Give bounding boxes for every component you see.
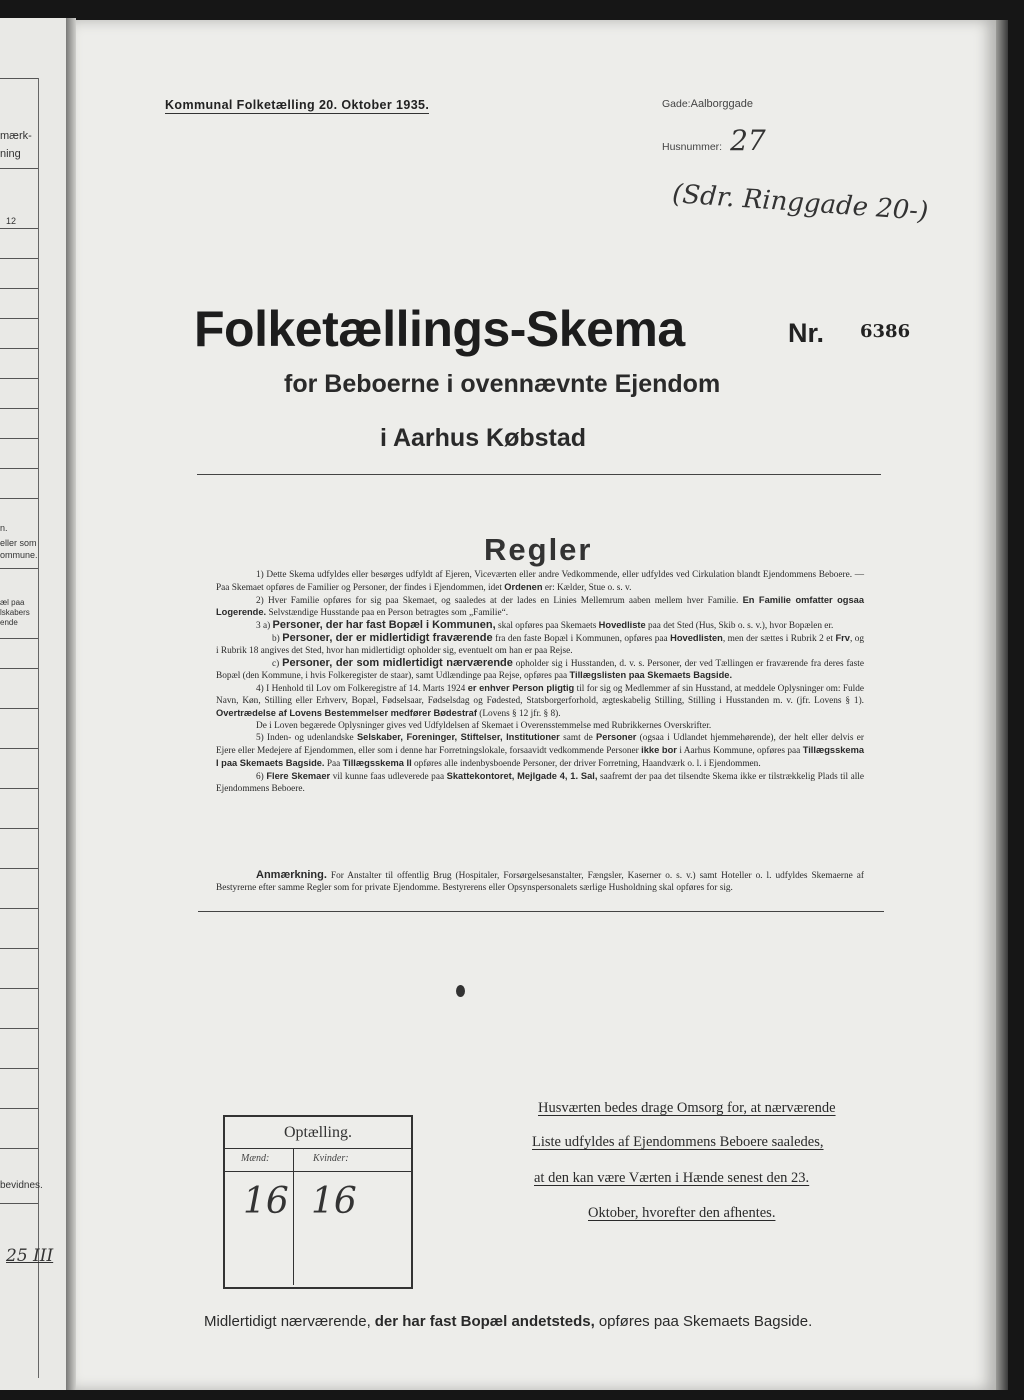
- form-number-value: 6386: [860, 321, 911, 342]
- left-page-fragment: n.: [0, 523, 8, 533]
- page-right-edge: [996, 20, 1008, 1390]
- women-count: 16: [311, 1181, 357, 1222]
- left-page-fragment: 12: [6, 216, 17, 226]
- form-subtitle-aarhus: i Aarhus Købstad: [380, 424, 587, 452]
- house-number-label: Husnummer:: [662, 141, 723, 153]
- left-page-line: [0, 498, 38, 499]
- women-label: Kvinder:: [313, 1153, 349, 1164]
- rule-3b: b) Personer, der er midlertidigt fraværende fra den faste Bopæl i Kommunen, opføres paa Hovedlisten, men der sættes i Rubrik 2 et Frv, og i Rubrik 18 angives det Sted, hvor han midlertidigt opholder sig, eventuelt om han er paa Rejse.: [216, 631, 865, 656]
- footer-part-2: der har fast Bopæl andetsteds,: [374, 1313, 595, 1330]
- left-page-line: [0, 168, 38, 169]
- left-page-handwriting: 25 III: [6, 1246, 54, 1266]
- census-heading: Kommunal Folketælling 20. Oktober 1935.: [165, 98, 430, 112]
- left-page-line: [0, 748, 38, 749]
- left-page-line: [0, 288, 38, 289]
- street-row: [662, 94, 753, 112]
- rule-6: 6) Flere Skemaer vil kunne faas udleverede paa Skattekontoret, Mejlgade 4, 1. Sal, saafremt der paa det tilsendte Skema ikke er tilstrækkelig Plads til alle Ejendommens Beboere.: [216, 770, 865, 794]
- left-page-line: [0, 1108, 38, 1109]
- street-label: Gade:: [662, 98, 691, 110]
- left-page-fragment: lskabers: [0, 608, 30, 617]
- form-title: Folketællings-Skema: [194, 301, 685, 357]
- left-page-line: [0, 318, 38, 319]
- left-page-line: [0, 708, 38, 709]
- rule-3a: 3 a) Personer, der har fast Bopæl i Kommunen, skal opføres paa Skemaets Hovedliste paa det Sted (Hus, Skib o. s. v.), hvor Bopælen er.: [256, 619, 834, 632]
- top-divider: [197, 474, 881, 475]
- left-page-line: [0, 1068, 38, 1069]
- landlord-notice-line-1: Husværten bedes drage Omsorg for, at nærværende: [538, 1100, 836, 1116]
- count-divider: [293, 1149, 294, 1285]
- left-page-line: [0, 258, 38, 259]
- left-page-fragment: ende: [0, 618, 18, 627]
- left-page-line: [0, 788, 38, 789]
- men-count: 16: [243, 1181, 289, 1222]
- house-number-value: 27: [730, 124, 766, 157]
- footer-note: [204, 1313, 812, 1331]
- left-page-line: [0, 438, 38, 439]
- landlord-notice-line-3: at den kan være Værten i Hænde senest den 23.: [534, 1170, 810, 1186]
- book-gutter: [66, 18, 76, 1390]
- rule-4-continued: De i Loven begærede Oplysninger gives ved Udfyldelsen af Skemaet i Overensstemmelse med Rubrikkernes Overskrifter.: [256, 720, 712, 731]
- footer-part-3: opføres paa Skemaets Bagside.: [598, 1313, 813, 1330]
- left-page-line: [0, 638, 38, 639]
- left-page-fragment: mærk-: [0, 130, 32, 142]
- men-label: Mænd:: [241, 1153, 270, 1164]
- rules-heading: Regler: [484, 532, 593, 567]
- left-page-line: [0, 1148, 38, 1149]
- left-page-line: [0, 1203, 38, 1204]
- ink-stain: [456, 985, 465, 997]
- house-number-row: [662, 124, 766, 157]
- left-page-fragment: eller som: [0, 538, 37, 548]
- footer-part-1: Midlertidigt nærværende,: [204, 1313, 371, 1330]
- annotation-text: For Anstalter til offentlig Brug (Hospitaler, Forsørgelsesanstalter, Fængsler, Kaserner o. s. v.) samt Hoteller o. l. udfyldes Skemaerne af Bestyrerne efter samme Regler som for private Ejendomme. Bestyrerens eller Opsynspersonalets særlige Husholdning skal opføres for sig.: [216, 871, 864, 893]
- rule-4: 4) I Henhold til Lov om Folkeregistre af 14. Marts 1924 er enhver Person pligtig til for sig og Medlemmer af sin Husstand, at meddele Oplysninger om: Fulde Navn, Køn, Stilling eller Erhverv, Bopæl, Fødselsaar, Fødselsdag og Fødested, Statsborgerforhold, ægteskabelig Stilling, Stilling i Husstanden m. v. (jfr. Lovens § 1). Overtrædelse af Lovens Bestemmelser medfører Bødestraf (Lovens § 12 jfr. § 8).: [216, 683, 864, 719]
- left-page-line: [0, 468, 38, 469]
- left-page-line: [0, 668, 38, 669]
- handwritten-address-note: (Sdr. Ringgade 20-): [671, 179, 930, 227]
- landlord-notice-line-4: Oktober, hvorefter den afhentes.: [588, 1205, 776, 1221]
- annotation-note: [216, 870, 864, 894]
- left-page-fragment: ommune.: [0, 550, 38, 560]
- left-page-line: [0, 948, 38, 949]
- rules-section: [216, 570, 864, 795]
- left-page-line: [0, 908, 38, 909]
- rule-3c: c) Personer, der som midlertidigt nærværende opholder sig i Husstanden, d. v. s. Personer, der ved Tællingen er fraværende fra deres faste Bopæl (den Kommune, i hvis Folkeregister de staar), samt Udlændinge paa Rejse, opføres paa Tillægslisten paa Skemaets Bagside.: [216, 656, 865, 682]
- left-page-margin: [0, 18, 67, 1390]
- left-page-fragment: bevidnes.: [0, 1180, 43, 1191]
- census-form-page: [76, 20, 996, 1390]
- count-title: Optælling.: [225, 1117, 411, 1149]
- left-page-fragment: ning: [0, 148, 21, 160]
- left-page-line: [0, 348, 38, 349]
- left-page-line: [0, 988, 38, 989]
- form-subtitle-beboere: for Beboerne i ovennævnte Ejendom: [284, 370, 721, 398]
- rule-2: 2) Hver Familie opføres for sig paa Skemaet, og saaledes at der lades en Linies Mellemrum aaben mellem hver Familie. En Familie omfatter ogsaa Logerende. Selvstændige Husstande paa en Person betragtes som „Familie“.: [216, 594, 864, 619]
- count-box: [223, 1115, 413, 1289]
- left-page-line: [0, 868, 38, 869]
- left-page-line: [0, 568, 38, 569]
- left-page-line: [0, 78, 38, 79]
- left-page-line: [0, 1028, 38, 1029]
- left-page-line: [0, 378, 38, 379]
- left-page-fragment: æl paa: [0, 598, 25, 607]
- left-page-line: [0, 828, 38, 829]
- rule-5: 5) Inden- og udenlandske Selskaber, Foreninger, Stiftelser, Institutioner samt de Personer (ogsaa i Udlandet hjemmehørende), der helt eller delvis er Ejere eller Medejere af Ejendommen, eller som i denne har Forretningslokale, forsaavidt vedkommende Personer ikke bor i Aarhus Kommune, opføres paa Tillægsskema I paa Skemaets Bagside. Paa Tillægsskema II opføres alle indenbysboende Personer, der driver Forretning, Haandværk o. l. i Ejendommen.: [216, 732, 865, 769]
- left-page-line: [0, 408, 38, 409]
- annotation-label: Anmærkning.: [256, 869, 327, 881]
- rule-1: 1) Dette Skema udfyldes eller besørges udfyldt af Ejeren, Viceværten eller andre Vedkommende, eller udfyldes ved Cirkulation blandt Ejendommens Beboere. — Paa Skemaet opføres de Familier og Personer, der findes i Ejendommen, idet Ordenen er: Kælder, Stue o. s. v.: [216, 570, 864, 593]
- form-number-label: Nr.: [788, 318, 825, 348]
- landlord-notice-line-2: Liste udfyldes af Ejendommens Beboere saaledes,: [532, 1134, 824, 1150]
- left-page-line: [0, 228, 38, 229]
- street-value: Aalborggade: [690, 98, 753, 110]
- bottom-divider: [198, 911, 884, 912]
